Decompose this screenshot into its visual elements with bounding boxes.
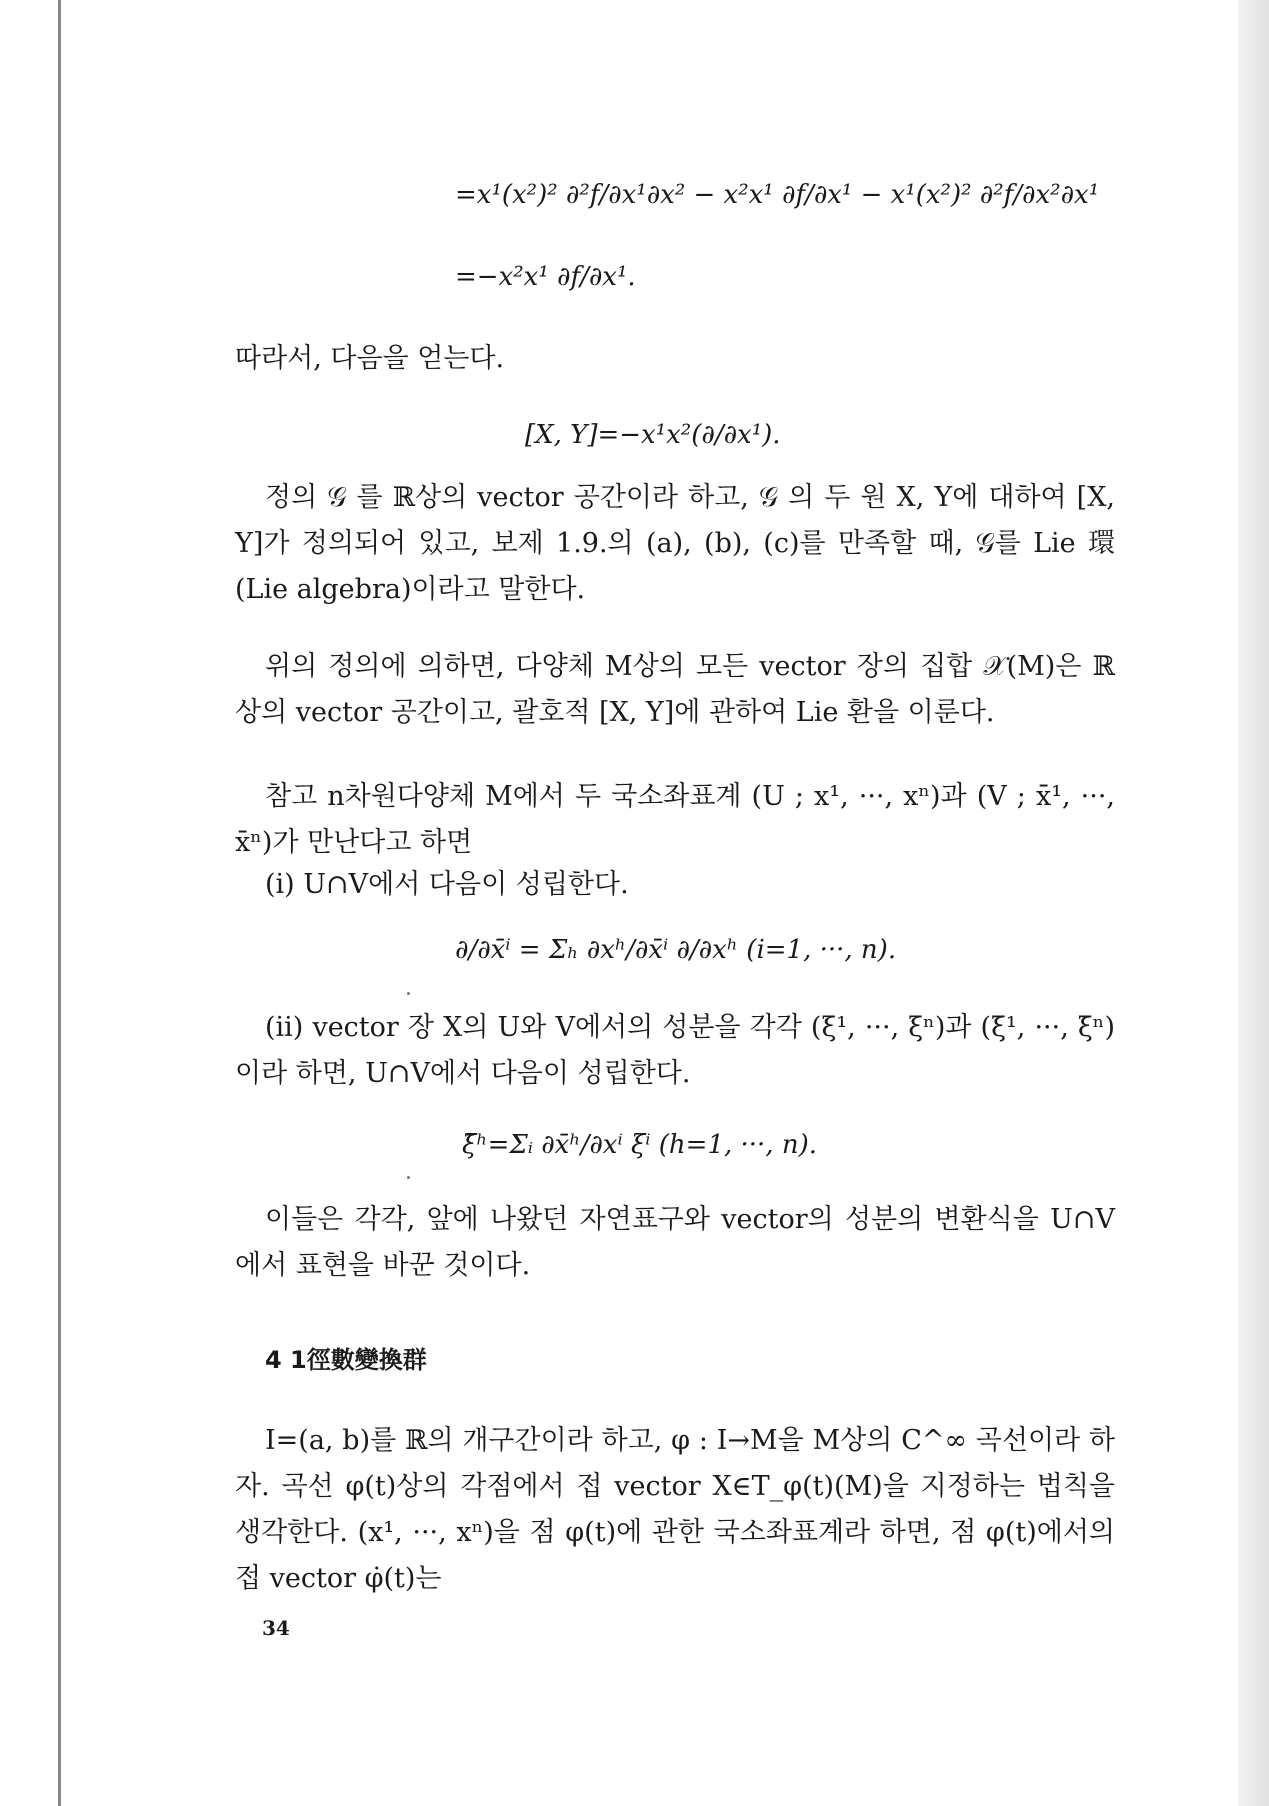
equation-4-text: ξ̄ʰ=Σᵢ ∂x̄ʰ/∂xⁱ ξⁱ (h=1, ···, n).	[462, 1130, 817, 1160]
paragraph-remark-text: 참고 n차원다양체 M에서 두 국소좌표계 (U ; x¹, ···, xⁿ)과 (V ; x̄¹, ···, x̄ⁿ)가 만난다고 하면	[235, 781, 1115, 858]
scan-speck	[407, 1176, 410, 1179]
equation-1-line-2-text: =−x²x¹ ∂f/∂x¹.	[455, 262, 636, 292]
paragraph-item-i-text: (i) U∩V에서 다음이 성립한다.	[265, 869, 629, 900]
equation-3-text: ∂/∂x̄ⁱ = Σₕ ∂xʰ/∂x̄ⁱ ∂/∂xʰ (i=1, ···, n).	[455, 935, 897, 965]
scan-speck	[407, 992, 410, 995]
paragraph-curve-text: I=(a, b)를 ℝ의 개구간이라 하고, φ : I→M을 M상의 C^∞ 곡선이라 하자. 곡선 φ(t)상의 각점에서 접 vector X∈T_φ(t)(M)을 지정하는 법칙을 생각한다. (x¹, ···, xⁿ)을 점 φ(t)에 관한 국소좌표계라 하면, 점 φ(t)에서의 접 vector φ̇(t)는	[235, 1425, 1115, 1594]
paragraph-remark	[235, 774, 1115, 866]
equation-3	[455, 935, 896, 965]
section-heading-text: 4 1徑數變換群	[265, 1346, 427, 1374]
paragraph-definition-text: 정의 𝒢 를 ℝ상의 vector 공간이라 하고, 𝒢 의 두 원 X, Y에 대하여 [X, Y]가 정의되어 있고, 보제 1.9.의 (a), (b), (c)를 만족할 때, 𝒢를 Lie 環(Lie algebra)이라고 말한다.	[235, 482, 1115, 605]
paragraph-lie-algebra-text: 위의 정의에 의하면, 다양체 M상의 모든 vector 장의 집합 𝒳(M)은 ℝ상의 vector 공간이고, 괄호적 [X, Y]에 관하여 Lie 환을 이룬다.	[235, 651, 1115, 728]
section-heading	[265, 1340, 427, 1375]
paragraph-therefore	[235, 336, 1115, 382]
paragraph-item-ii-text: (ii) vector 장 X의 U와 V에서의 성분을 각각 (ξ¹, ···, ξⁿ)과 (ξ̄¹, ···, ξ̄ⁿ)이라 하면, U∩V에서 다음이 성립한다.	[235, 1012, 1115, 1089]
paragraph-lie-algebra	[235, 644, 1115, 736]
page-number: 34	[262, 1616, 290, 1640]
paragraph-therefore-text: 따라서, 다음을 얻는다.	[235, 343, 505, 374]
paragraph-these-text: 이들은 각각, 앞에 나왔던 자연표구와 vector의 성분의 변환식을 U∩V에서 표현을 바꾼 것이다.	[235, 1204, 1115, 1281]
page-edge-shadow	[1238, 0, 1269, 1806]
equation-4	[462, 1130, 817, 1160]
paragraph-definition	[235, 475, 1115, 613]
equation-1-line-1-text: =x¹(x²)² ∂²f/∂x¹∂x² − x²x¹ ∂f/∂x¹ − x¹(x²)² ∂²f/∂x²∂x¹	[455, 180, 1100, 210]
paragraph-item-i	[235, 862, 1115, 908]
paragraph-curve	[235, 1418, 1115, 1602]
equation-2-text: [X, Y]=−x¹x²(∂/∂x¹).	[525, 420, 781, 450]
equation-1-line-1	[455, 180, 1099, 210]
paragraph-item-ii	[235, 1005, 1115, 1097]
equation-1-line-2	[455, 262, 636, 292]
equation-2	[525, 420, 781, 450]
paragraph-these	[235, 1197, 1115, 1289]
